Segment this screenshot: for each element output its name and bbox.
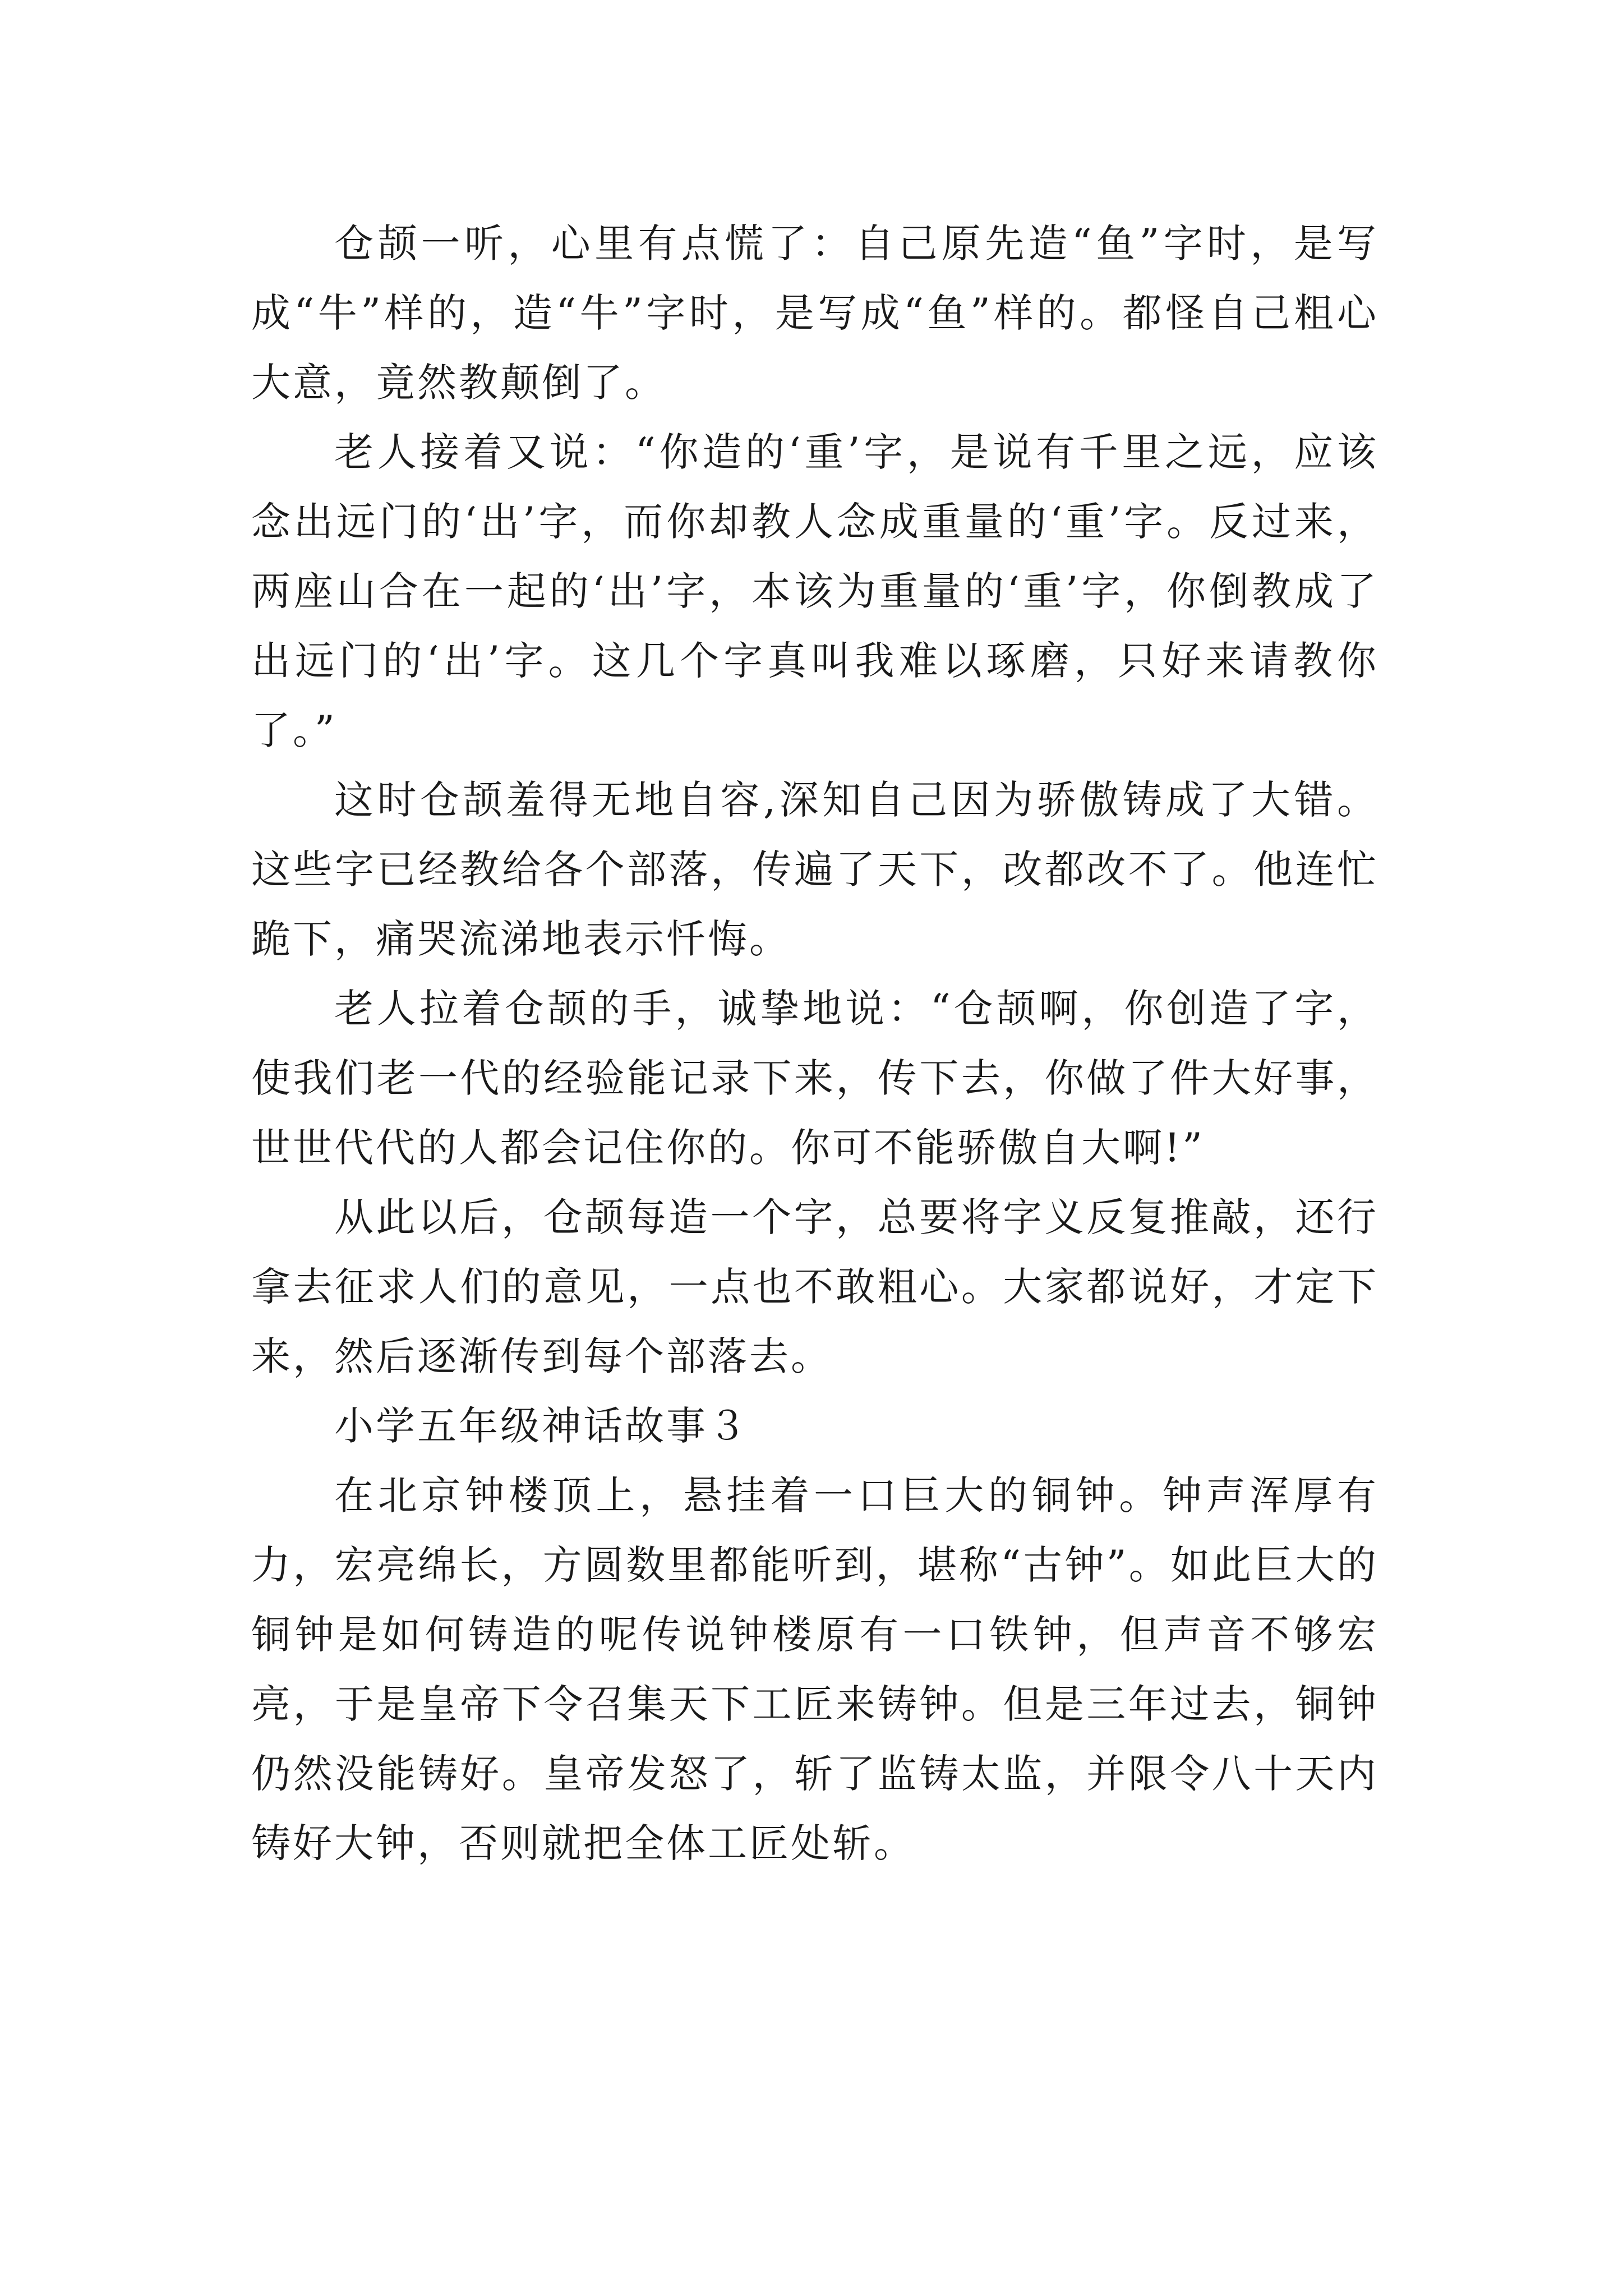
paragraph: 这时仓颉羞得无地自容,深知自己因为骄傲铸成了大错。这些字已经教给各个部落，传遍了天下，改都改不了。他连忙跪下，痛哭流涕地表示忏悔。: [251, 777, 1378, 962]
paragraph: 老人拉着仓颉的手，诚挚地说：“仓颉啊，你创造了字，使我们老一代的经验能记录下来，传下去，你做了件大好事，世世代代的人都会记住你的。你可不能骄傲自大啊!”: [251, 986, 1378, 1171]
paragraph: 在北京钟楼顶上，悬挂着一口巨大的铜钟。钟声浑厚有力，宏亮绵长，方圆数里都能听到，堪称“古钟”。如此巨大的铜钟是如何铸造的呢传说钟楼原有一口铁钟，但声音不够宏亮，于是皇帝下令召集天下工匠来铸钟。但是三年过去，铜钟仍然没能铸好。皇帝发怒了，斩了监铸太监，并限令八十天内铸好大钟，否则就把全体工匠处斩。: [251, 1473, 1378, 1866]
paragraph: 仓颉一听，心里有点慌了：自己原先造“鱼”字时，是写成“牛”样的，造“牛”字时，是写成“鱼”样的。都怪自己粗心大意，竟然教颠倒了。: [251, 220, 1378, 406]
paragraph: 老人接着又说：“你造的‘重’字，是说有千里之远，应该念出远门的‘出’字，而你却教人念成重量的‘重’字。反过来，两座山合在一起的‘出’字，本该为重量的‘重’字，你倒教成了出远门的‘出’字。这几个字真叫我难以琢磨，只好来请教你了。”: [251, 429, 1378, 753]
document-body: [251, 209, 1378, 1878]
section-title: 小学五年级神话故事３: [334, 1403, 749, 1449]
paragraph: 从此以后，仓颉每造一个字，总要将字义反复推敲，还行拿去征求人们的意见，一点也不敢粗心。大家都说好，才定下来，然后逐渐传到每个部落去。: [251, 1194, 1378, 1379]
